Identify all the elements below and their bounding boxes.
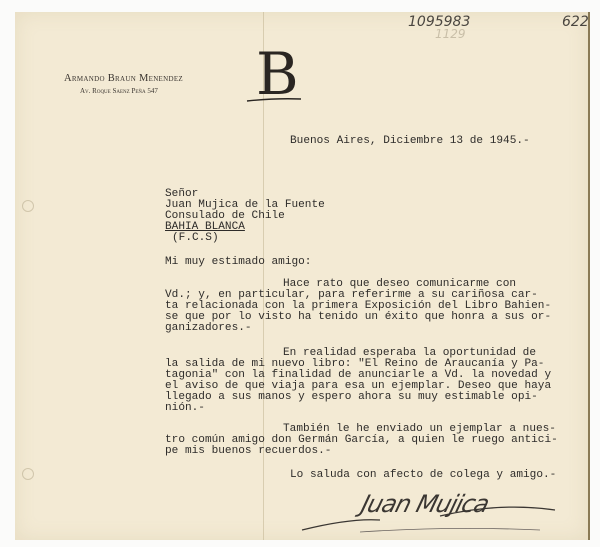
letterhead-name: Armando Braun Menendez [64, 73, 183, 84]
text-line: la salida de mi nuevo libro: "El Reino de Araucanía y Pa- [165, 358, 545, 370]
punch-hole [22, 200, 34, 212]
greeting: Mi muy estimado amigo: [165, 256, 312, 268]
faint-number: 1129 [435, 27, 466, 41]
recipient-note: (F.C.S) [172, 232, 219, 244]
recipient-title: Señor [165, 188, 199, 200]
signature [300, 488, 560, 538]
text-line: llegado a sus manos y espero ahora su muy estimable opi- [165, 391, 538, 403]
signature-flourish [300, 488, 560, 538]
recipient-office: Consulado de Chile [165, 210, 285, 222]
text-line: pe mis buenos recuerdos.- [165, 445, 332, 457]
page-number: 622 [562, 14, 589, 30]
text-line: Hace rato que deseo comunicarme con [283, 278, 517, 290]
punch-hole [22, 468, 34, 480]
date-line: Buenos Aires, Diciembre 13 de 1945.- [290, 135, 530, 147]
text-line: nión.- [165, 402, 205, 414]
text-line: tagonia" con la finalidad de anunciarle a Vd. la novedad y [165, 369, 552, 381]
text-line: el aviso de que viaja para esa un ejemplar. Deseo que haya [165, 380, 552, 392]
recipient-city: BAHIA BLANCA [165, 221, 245, 233]
letterhead-address: Av. Roque Saenz Peña 547 [80, 87, 158, 95]
catalog-number: 1095983 [408, 14, 471, 30]
text-line: ganizadores.- [165, 322, 252, 334]
closing: Lo saluda con afecto de colega y amigo.- [290, 469, 557, 481]
text-line: También le he enviado un ejemplar a nues- [283, 423, 556, 435]
text-line: Vd.; y, en particular, para referirme a su cariñosa car- [165, 289, 538, 301]
text-line: se que por lo visto ha tenido un éxito que honra a sus or- [165, 311, 552, 323]
signature-text: Juan Mujica [358, 490, 492, 518]
text-line: tro común amigo don Germán García, a quien le ruego antici- [165, 434, 558, 446]
initial-underline [245, 95, 305, 107]
text-line: En realidad esperaba la oportunidad de [283, 347, 536, 359]
handwritten-initial: B [256, 40, 299, 108]
recipient-name: Juan Mujica de la Fuente [165, 199, 325, 211]
text-line: ta relacionada con la primera Exposición del Libro Bahien- [165, 300, 552, 312]
